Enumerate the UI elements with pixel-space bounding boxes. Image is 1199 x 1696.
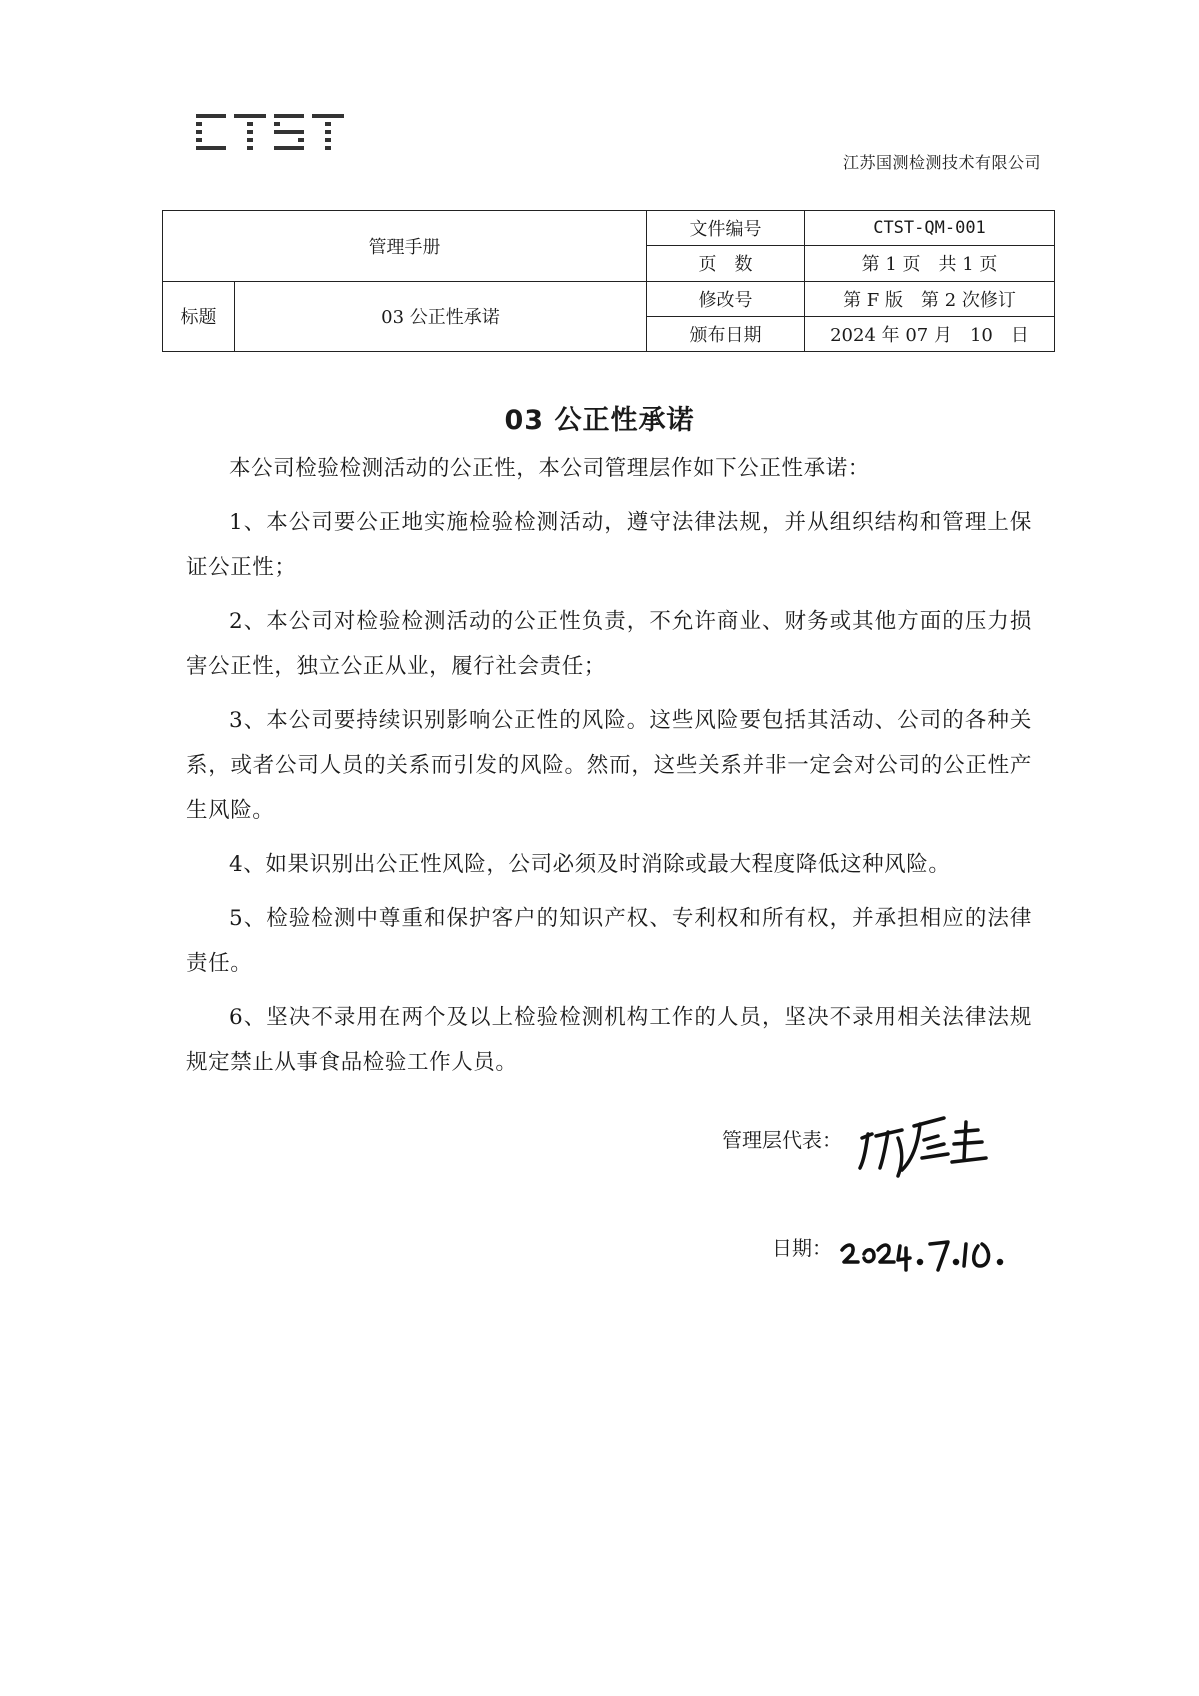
handwritten-signature: [858, 1108, 988, 1180]
revision-value: 第 F 版 第 2 次修订: [805, 281, 1055, 316]
title-value: 03 公正性承诺: [235, 281, 647, 352]
doc-no-label: 文件编号: [647, 211, 805, 246]
date-label: 日期：: [772, 1236, 832, 1260]
document-header-table: [162, 210, 1055, 352]
intro-paragraph: 本公司检验检测活动的公正性，本公司管理层作如下公正性承诺：: [229, 456, 870, 481]
company-name: 江苏国测检测技术有限公司: [842, 153, 1041, 172]
representative-label: 管理层代表：: [722, 1128, 842, 1152]
page-title: 03 公正性承诺: [504, 405, 695, 436]
pages-label: 页 数: [647, 246, 805, 281]
list-item: 1、本公司要公正地实施检验检测活动，遵守法律法规，并从组织结构和管理上保证公正性；: [186, 510, 1032, 580]
ctst-logo: [196, 112, 344, 154]
revision-label: 修改号: [647, 281, 805, 316]
document-body: [186, 446, 1032, 1094]
issue-date-label: 颁布日期: [647, 316, 805, 351]
list-item: 6、坚决不录用在两个及以上检验检测机构工作的人员，坚决不录用相关法律法规规定禁止从事食品检验工作人员。: [186, 1005, 1032, 1075]
title-label: 标题: [163, 281, 235, 352]
list-item: 5、检验检测中尊重和保护客户的知识产权、专利权和所有权，并承担相应的法律责任。: [186, 906, 1032, 976]
list-item: 3、本公司要持续识别影响公正性的风险。这些风险要包括其活动、公司的各种关系，或者公司人员的关系而引发的风险。然而，这些关系并非一定会对公司的公正性产生风险。: [186, 708, 1032, 823]
manual-label: 管理手册: [163, 211, 647, 282]
doc-no-value: CTST-QM-001: [805, 211, 1055, 246]
list-item: 4、如果识别出公正性风险，公司必须及时消除或最大程度降低这种风险。: [229, 852, 951, 877]
list-item: 2、本公司对检验检测活动的公正性负责，不允许商业、财务或其他方面的压力损害公正性，独立公正从业，履行社会责任；: [186, 609, 1032, 679]
pages-value: 第 1 页 共 1 页: [805, 246, 1055, 281]
issue-date-value: 2024 年 07 月 10 日: [805, 316, 1055, 351]
handwritten-date: [838, 1226, 1008, 1274]
